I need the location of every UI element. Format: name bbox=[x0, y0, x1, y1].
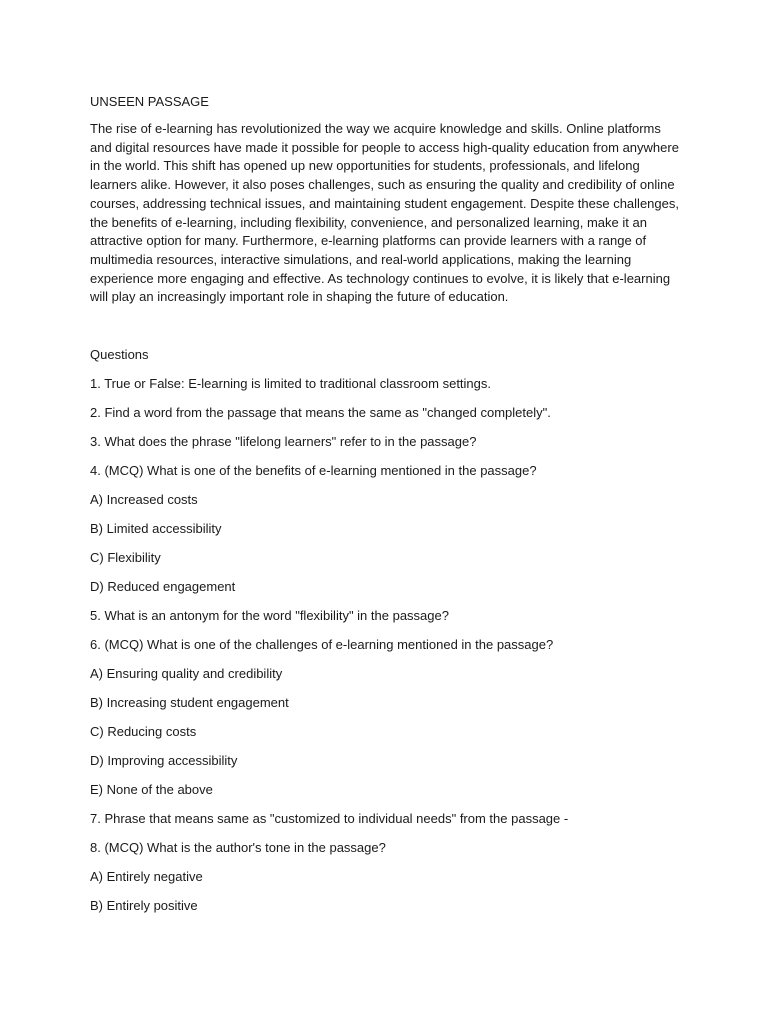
question-8-option-a: A) Entirely negative bbox=[90, 869, 203, 885]
question-6: 6. (MCQ) What is one of the challenges of e-learning mentioned in the passage? bbox=[90, 637, 554, 653]
question-1: 1. True or False: E-learning is limited to traditional classroom settings. bbox=[90, 376, 492, 392]
question-4-option-c: C) Flexibility bbox=[90, 550, 161, 566]
question-3: 3. What does the phrase "lifelong learners" refer to in the passage? bbox=[90, 434, 477, 450]
document-body bbox=[90, 92, 682, 915]
passage-text: The rise of e-learning has revolutionized the way we acquire knowledge and skills. Online platforms and digital resources have made it possible for people to access high-quality education from anywhere in the world. This shift has opened up new opportunities for students, professionals, and lifelong learners alike. However, it also poses challenges, such as ensuring the quality and credibility of online courses, addressing technical issues, and maintaining student engagement. Despite these challenges, the benefits of e-learning, including flexibility, convenience, and personalized learning, make it an attractive option for many. Furthermore, e-learning platforms can provide learners with a range of multimedia resources, interactive simulations, and real-world applications, making the learning experience more engaging and effective. As technology continues to evolve, it is likely that e-learning will play an increasingly important role in shaping the future of education. bbox=[90, 121, 679, 305]
question-4-option-b: B) Limited accessibility bbox=[90, 521, 222, 537]
question-6-option-a: A) Ensuring quality and credibility bbox=[90, 666, 283, 682]
document-title: UNSEEN PASSAGE bbox=[90, 94, 209, 109]
question-8: 8. (MCQ) What is the author's tone in the passage? bbox=[90, 840, 386, 856]
question-7: 7. Phrase that means same as "customized to individual needs" from the passage - bbox=[90, 811, 569, 827]
question-6-option-d: D) Improving accessibility bbox=[90, 753, 238, 769]
question-6-option-c: C) Reducing costs bbox=[90, 724, 197, 740]
question-6-option-e: E) None of the above bbox=[90, 782, 213, 798]
question-5: 5. What is an antonym for the word "flexibility" in the passage? bbox=[90, 608, 449, 624]
question-4-option-a: A) Increased costs bbox=[90, 492, 198, 508]
question-2: 2. Find a word from the passage that means the same as "changed completely". bbox=[90, 405, 551, 421]
question-4-option-d: D) Reduced engagement bbox=[90, 579, 236, 595]
question-8-option-b: B) Entirely positive bbox=[90, 898, 198, 914]
questions-list bbox=[90, 374, 682, 915]
question-6-option-b: B) Increasing student engagement bbox=[90, 695, 289, 711]
questions-heading: Questions bbox=[90, 347, 149, 363]
question-4: 4. (MCQ) What is one of the benefits of e-learning mentioned in the passage? bbox=[90, 463, 537, 479]
